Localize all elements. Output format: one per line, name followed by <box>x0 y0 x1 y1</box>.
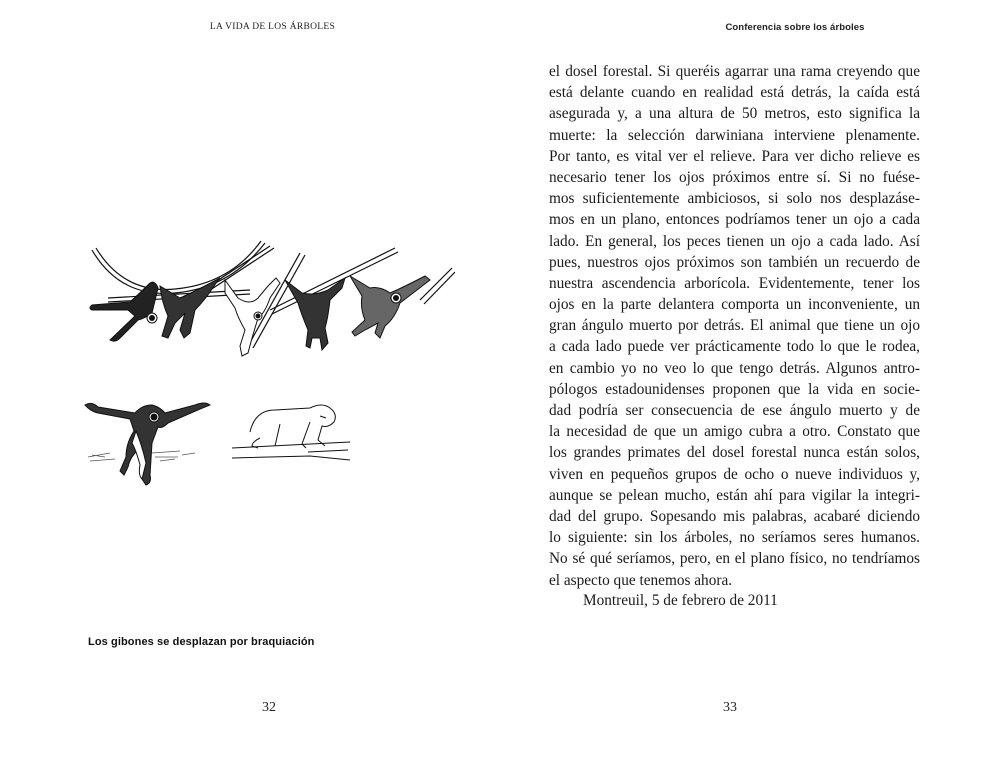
quadrupedal-primate-drawing <box>230 400 360 470</box>
quadrupedal-primate-illustration <box>230 400 360 470</box>
text-line: aunque se pelean mucho, están ahí para vigilar la integri- <box>549 486 920 504</box>
dateline: Montreuil, 5 de febrero de 2011 <box>583 592 778 609</box>
gibbons-brachiating-illustration <box>80 238 455 368</box>
text-line: muerte: la selección darwiniana interviene plenamente. <box>549 126 920 144</box>
gibbon-walking-drawing <box>80 395 215 490</box>
text-line: necesario tener los ojos próximos entre sí. Si no fuése- <box>549 168 920 186</box>
text-line: lado. En general, los peces tienen un ojo a cada lado. Así <box>549 232 920 250</box>
text-line: gran ángulo muerto por detrás. El animal que tiene un ojo <box>549 317 920 335</box>
text-line: en cambio yo no veo lo que tengo detrás. Algunos antro- <box>549 359 920 377</box>
text-line: mos en un plano, entonces podríamos tener un ojo a cada <box>549 211 920 229</box>
page-number-right: 33 <box>723 700 737 715</box>
running-head-right: Conferencia sobre los árboles <box>725 22 865 33</box>
gibbons-brachiating-drawing <box>80 238 455 368</box>
gibbon-walking-illustration <box>80 395 215 490</box>
text-line: mos suficientemente ambiciosos, si solo nos desplazáse- <box>549 190 920 208</box>
text-line: Por tanto, es vital ver el relieve. Para ver dicho relieve es <box>549 147 920 165</box>
text-line: está delante cuando en realidad está detrás, la caída está <box>549 84 920 102</box>
text-line: el dosel forestal. Si queréis agarrar una rama creyendo que <box>549 63 920 80</box>
text-line: asegurada y, a una altura de 50 metros, esto significa la <box>549 105 920 123</box>
right-page <box>500 0 1000 769</box>
text-line: nuestra ascendencia arborícola. Evidentemente, tener los <box>549 274 920 292</box>
text-line: ojos en la parte delantera comporta un inconveniente, un <box>549 296 920 314</box>
text-line: No sé qué seríamos, pero, en el plano físico, no tendríamos <box>549 550 920 568</box>
text-line: pólogos estadounidenses proponen que la vida en socie- <box>549 380 920 398</box>
page-number-left: 32 <box>262 700 276 715</box>
body-text <box>549 61 920 591</box>
text-line: a cada lado puede ver prácticamente todo lo que le rodea, <box>549 338 920 356</box>
text-line: los grandes primates del dosel forestal nunca están solos, <box>549 444 920 462</box>
running-head-left: LA VIDA DE LOS ÁRBOLES <box>209 22 336 32</box>
text-line: el aspecto que tenemos ahora. <box>549 571 733 589</box>
text-line: la necesidad de que un amigo cubra a otro. Constato que <box>549 423 920 441</box>
figure-caption: Los gibones se desplazan por braquiación <box>88 636 315 648</box>
text-line: dad podría ser consecuencia de ese ángulo muerto y de <box>549 402 920 419</box>
text-line: lo siguiente: sin los árboles, no seríamos seres humanos. <box>549 529 920 547</box>
text-line: viven en pequeños grupos de ocho o nueve individuos y, <box>549 465 920 483</box>
text-line: dad del grupo. Sopesando mis palabras, acabaré diciendo <box>549 507 920 525</box>
text-line: pues, nuestros ojos próximos son también un recuerdo de <box>549 253 920 271</box>
